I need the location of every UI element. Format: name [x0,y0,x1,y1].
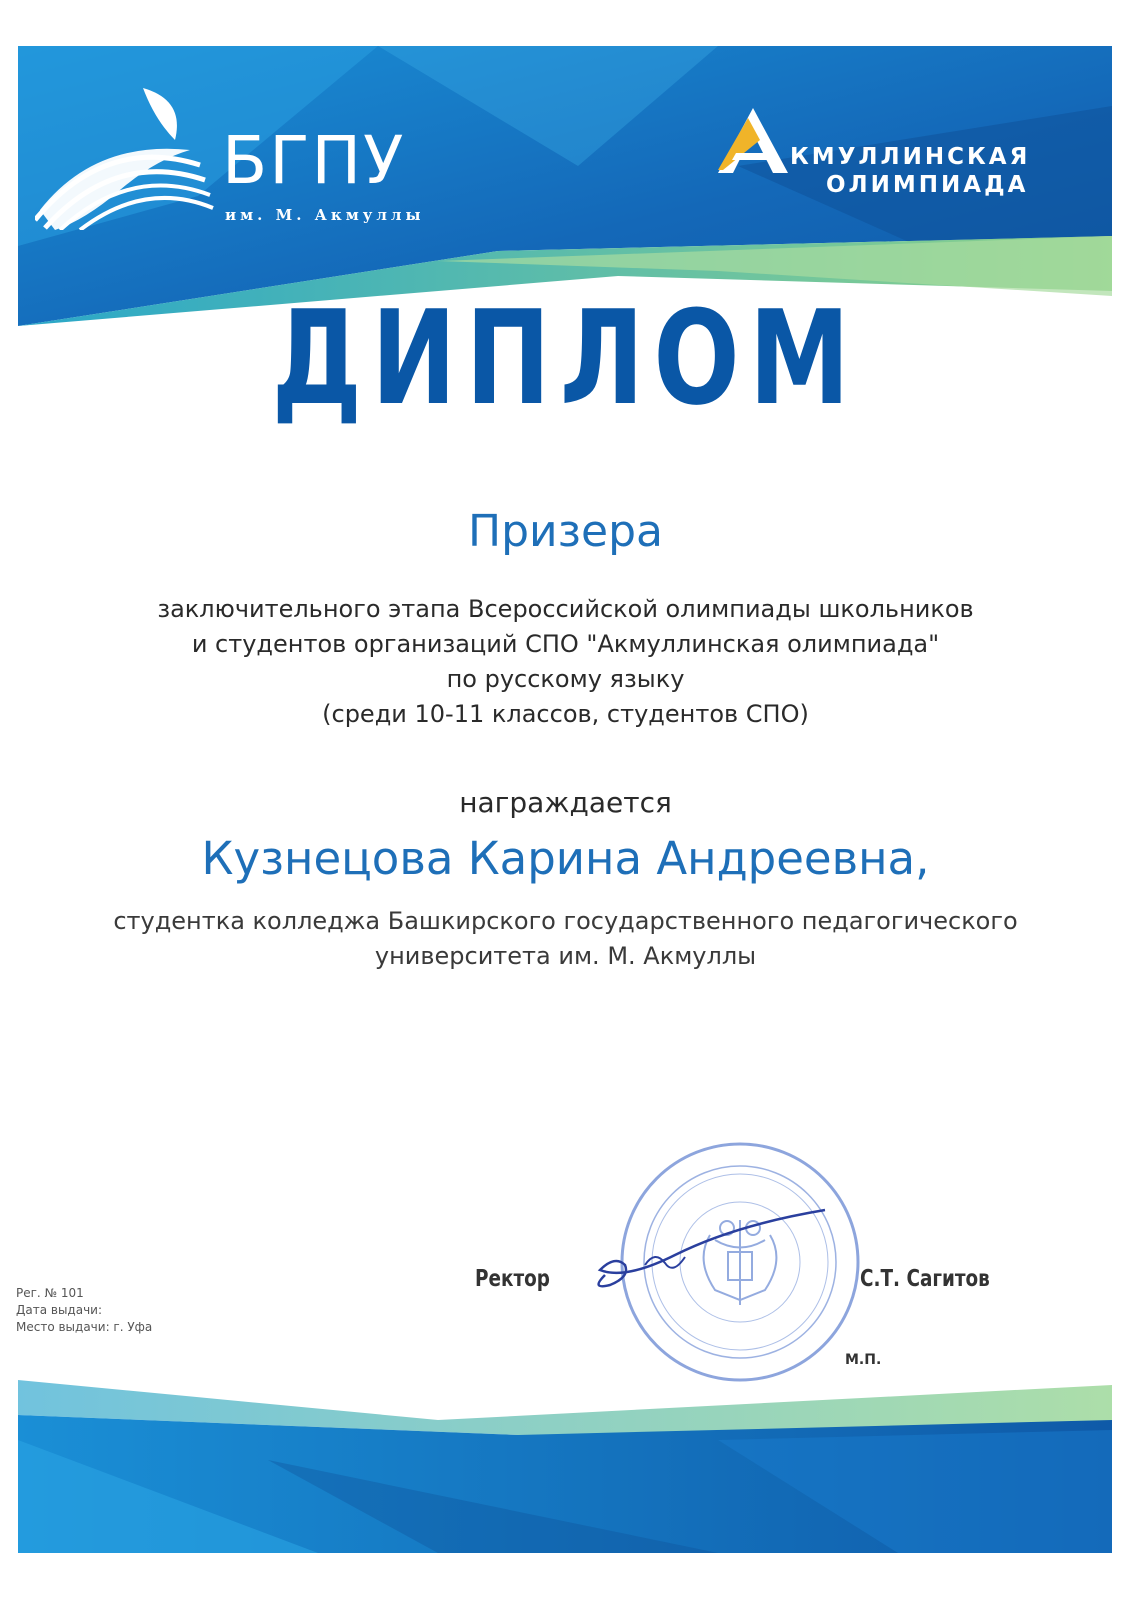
recipient-name: Кузнецова Карина Андреевна, [201,832,930,885]
registration-info [16,1285,152,1336]
footer-band [18,1380,1112,1553]
issue-date: Дата выдачи: [16,1303,103,1317]
prize-level: Призера [468,506,663,557]
affiliation [0,904,1131,974]
rector-name: С.Т. Сагитов [860,1266,990,1292]
description-line: (среди 10-11 классов, студентов СПО) [322,700,809,728]
stamp-mark: М.П. [845,1352,882,1368]
description-line: по русскому языку [446,665,685,693]
description-line: заключительного этапа Всероссийской олимпиады школьников [157,595,974,623]
olympiad-name-line2: ОЛИМПИАДА [826,172,1029,198]
issue-place: Место выдачи: г. Уфа [16,1320,153,1334]
awarded-label: награждается [459,786,672,819]
olympiad-logo [718,108,788,173]
affiliation-line: университета им. М. Акмуллы [374,942,757,970]
olympiad-name-line1: КМУЛЛИНСКАЯ [790,144,1031,170]
diploma-title: ДИПЛОМ [271,282,860,434]
rector-label: Ректор [475,1266,550,1292]
description [0,592,1131,732]
description-line: и студентов организаций СПО "Акмуллинская олимпиада" [191,630,940,658]
bgpu-title: БГПУ [222,122,406,199]
registration-number: Рег. № 101 [16,1286,84,1300]
rector-signature [585,1195,845,1305]
bgpu-subtitle: им. М. Акмуллы [225,206,425,224]
affiliation-line: студентка колледжа Башкирского государственного педагогического [113,907,1018,935]
